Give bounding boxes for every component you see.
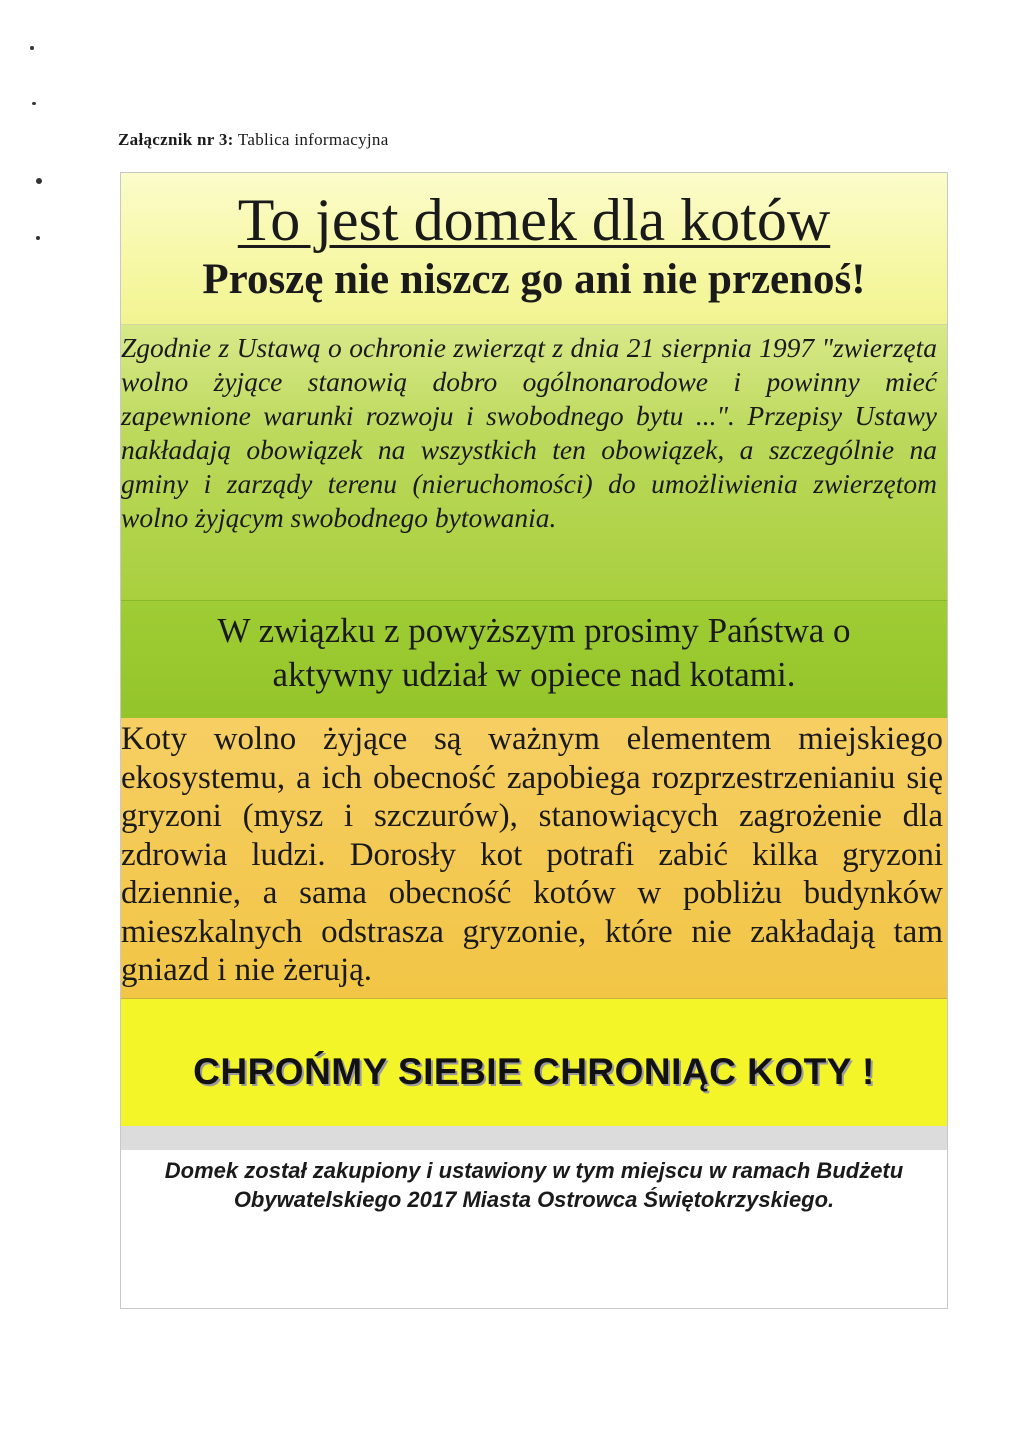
appeal-text: W związku z powyższym prosimy Państwa o aktywny udział w opiece nad kotami.	[217, 611, 851, 694]
attachment-label	[118, 130, 389, 150]
divider-band	[121, 1126, 947, 1150]
law-paragraph: Zgodnie z Ustawą o ochronie zwierząt z dnia 21 sierpnia 1997 "zwierzęta wolno żyjące stanowią dobro ogólnonarodowe i powinny mieć zapewnione warunki rozwoju i swobodnego bytu ...". Przepisy Ustawy nakładają obowiązek na wszystkich ten obowiązek, a szczególnie na gminy i zarządy terenu (nieruchomości) do umożliwienia zwierzętom wolno żyjącym swobodnego bytowania.	[121, 332, 937, 533]
scan-speck	[32, 102, 36, 105]
board-title: To jest domek dla kotów	[237, 187, 831, 253]
attachment-title: Tablica informacyjna	[233, 130, 389, 149]
title-section	[121, 173, 947, 325]
scan-speck	[30, 46, 34, 50]
cats-info-section	[121, 718, 947, 998]
attachment-number: Załącznik nr 3:	[118, 130, 234, 149]
information-board	[120, 172, 948, 1309]
slogan-section	[121, 998, 947, 1126]
scan-speck	[36, 236, 40, 240]
slogan: CHROŃMY SIEBIE CHRONIĄC KOTY !	[193, 1051, 875, 1092]
law-section	[121, 325, 947, 600]
board-subtitle: Proszę nie niszcz go ani nie przenoś!	[202, 256, 866, 303]
appeal-section	[121, 600, 947, 718]
funding-note: Domek został zakupiony i ustawiony w tym miejscu w ramach Budżetu Obywatelskiego 2017 Miasta Ostrowca Świętokrzyskiego.	[164, 1158, 904, 1212]
cats-paragraph: Koty wolno żyjące są ważnym elementem miejskiego ekosystemu, a ich obecność zapobiega rozprzestrzenianiu się gryzoni (mysz i szczurów), stanowiących zagrożenie dla zdrowia ludzi. Dorosły kot potrafi zabić kilka gryzoni dziennie, a sama obecność kotów w pobliżu budynków mieszkalnych odstrasza gryzonie, które nie zakładają tam gniazd i nie żerują.	[121, 721, 943, 988]
scan-speck	[36, 178, 42, 184]
footer-section	[121, 1150, 947, 1308]
